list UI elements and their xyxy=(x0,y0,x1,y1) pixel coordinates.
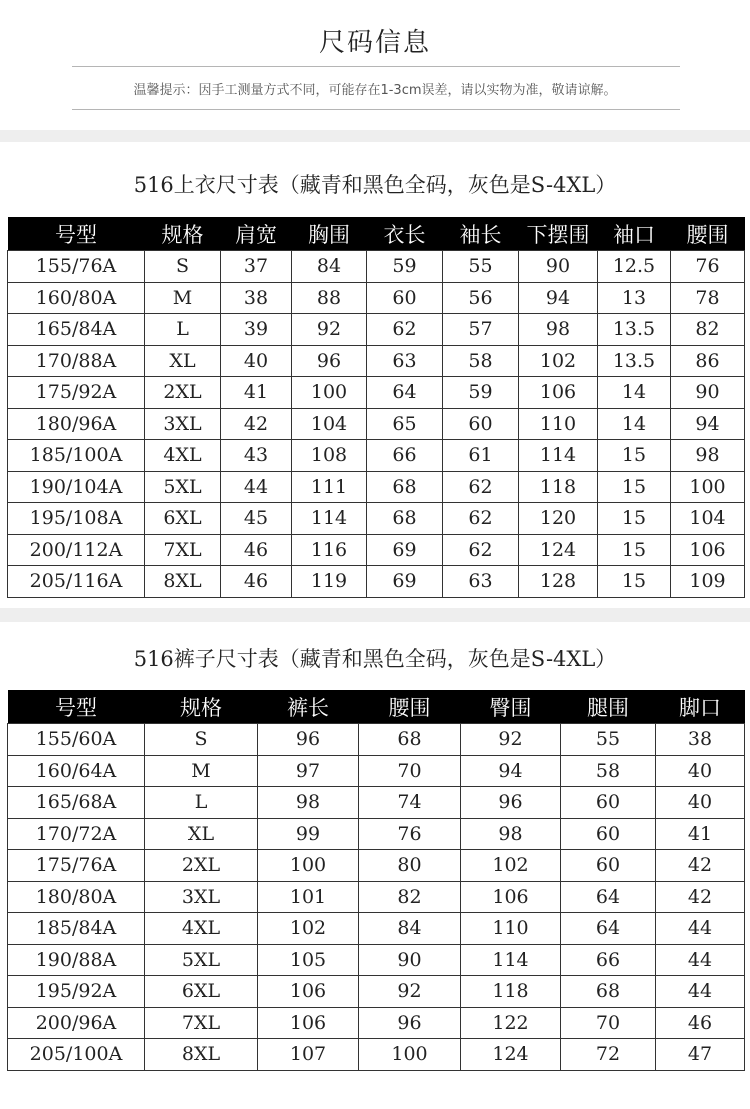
table-cell: 62 xyxy=(443,534,519,566)
top-table-body xyxy=(8,251,745,598)
table-cell: 65 xyxy=(367,408,443,440)
table-cell: 100 xyxy=(292,377,367,409)
table-cell: 118 xyxy=(519,471,598,503)
bottom-table-header-row xyxy=(8,690,745,724)
table-cell: L xyxy=(145,787,258,819)
table-cell: 94 xyxy=(671,408,745,440)
table-row xyxy=(8,440,745,472)
table-cell: 98 xyxy=(258,787,359,819)
table-cell: 170/88A xyxy=(8,345,145,377)
table-cell: 92 xyxy=(359,976,461,1008)
table-row xyxy=(8,408,745,440)
table-cell: 55 xyxy=(443,251,519,283)
table-cell: 12.5 xyxy=(598,251,671,283)
table-cell: 175/92A xyxy=(8,377,145,409)
table-cell: 82 xyxy=(359,881,461,913)
column-header: 下摆围 xyxy=(519,217,598,251)
table-cell: 45 xyxy=(221,503,292,535)
table-row xyxy=(8,724,745,756)
table-cell: 185/84A xyxy=(8,913,145,945)
table-row xyxy=(8,314,745,346)
column-header: 裤长 xyxy=(258,690,359,724)
column-header: 衣长 xyxy=(367,217,443,251)
table-row xyxy=(8,818,745,850)
table-cell: 165/84A xyxy=(8,314,145,346)
table-cell: 116 xyxy=(292,534,367,566)
table-cell: 106 xyxy=(519,377,598,409)
table-cell: 14 xyxy=(598,408,671,440)
table-cell: 160/64A xyxy=(8,755,145,787)
table-cell: 5XL xyxy=(145,471,221,503)
table-cell: 122 xyxy=(461,1007,561,1039)
table-cell: 82 xyxy=(671,314,745,346)
column-header: 胸围 xyxy=(292,217,367,251)
divider-top xyxy=(72,66,680,67)
table-cell: 92 xyxy=(461,724,561,756)
table-cell: 98 xyxy=(671,440,745,472)
table-cell: 62 xyxy=(443,471,519,503)
table-cell: 62 xyxy=(443,503,519,535)
table-cell: 66 xyxy=(561,944,656,976)
table-cell: 114 xyxy=(292,503,367,535)
table-cell: 60 xyxy=(367,282,443,314)
table-cell: 68 xyxy=(367,503,443,535)
table-row xyxy=(8,251,745,283)
table-cell: 38 xyxy=(656,724,745,756)
top-size-table xyxy=(7,217,745,598)
table-cell: 44 xyxy=(656,944,745,976)
table-row xyxy=(8,1007,745,1039)
table-cell: 98 xyxy=(461,818,561,850)
table-cell: 60 xyxy=(561,787,656,819)
table-cell: 170/72A xyxy=(8,818,145,850)
table-cell: 114 xyxy=(461,944,561,976)
column-header: 腰围 xyxy=(359,690,461,724)
table-cell: 105 xyxy=(258,944,359,976)
table-cell: 63 xyxy=(367,345,443,377)
table-cell: 7XL xyxy=(145,534,221,566)
table-cell: S xyxy=(145,724,258,756)
table-cell: 69 xyxy=(367,534,443,566)
table-row xyxy=(8,566,745,598)
table-cell: 180/80A xyxy=(8,881,145,913)
table-cell: 70 xyxy=(561,1007,656,1039)
bottom-table-title: 516裤子尺寸表（藏青和黑色全码，灰色是S-4XL） xyxy=(133,647,617,671)
table-cell: 5XL xyxy=(145,944,258,976)
table-cell: 124 xyxy=(461,1039,561,1071)
table-cell: 58 xyxy=(561,755,656,787)
table-cell: S xyxy=(145,251,221,283)
table-cell: XL xyxy=(145,818,258,850)
page-title: 尺码信息 xyxy=(318,28,431,58)
bottom-table-body xyxy=(8,724,745,1071)
table-cell: 88 xyxy=(292,282,367,314)
table-cell: 44 xyxy=(221,471,292,503)
table-cell: 185/100A xyxy=(8,440,145,472)
table-cell: 43 xyxy=(221,440,292,472)
table-row xyxy=(8,944,745,976)
table-cell: 200/112A xyxy=(8,534,145,566)
table-cell: 2XL xyxy=(145,377,221,409)
table-cell: 76 xyxy=(359,818,461,850)
table-cell: 60 xyxy=(561,850,656,882)
table-cell: 92 xyxy=(292,314,367,346)
top-table-header-row xyxy=(8,217,745,251)
table-row xyxy=(8,787,745,819)
table-cell: 58 xyxy=(443,345,519,377)
table-cell: 68 xyxy=(367,471,443,503)
table-cell: 15 xyxy=(598,503,671,535)
table-cell: 104 xyxy=(292,408,367,440)
table-row xyxy=(8,534,745,566)
table-row xyxy=(8,345,745,377)
table-cell: 195/108A xyxy=(8,503,145,535)
table-cell: 111 xyxy=(292,471,367,503)
table-cell: 205/116A xyxy=(8,566,145,598)
table-cell: 14 xyxy=(598,377,671,409)
table-cell: 108 xyxy=(292,440,367,472)
column-header: 袖长 xyxy=(443,217,519,251)
table-row xyxy=(8,282,745,314)
table-cell: 84 xyxy=(292,251,367,283)
table-row xyxy=(8,850,745,882)
table-cell: 102 xyxy=(461,850,561,882)
bottom-size-table xyxy=(7,690,745,1071)
table-cell: 42 xyxy=(656,850,745,882)
table-cell: 195/92A xyxy=(8,976,145,1008)
column-header: 腰围 xyxy=(671,217,745,251)
table-cell: 64 xyxy=(367,377,443,409)
table-cell: 124 xyxy=(519,534,598,566)
divider-bottom xyxy=(72,109,680,110)
table-row xyxy=(8,755,745,787)
table-cell: 96 xyxy=(258,724,359,756)
table-cell: 106 xyxy=(258,976,359,1008)
table-cell: 42 xyxy=(656,881,745,913)
table-cell: 66 xyxy=(367,440,443,472)
table-cell: 61 xyxy=(443,440,519,472)
table-cell: 59 xyxy=(367,251,443,283)
table-cell: 190/104A xyxy=(8,471,145,503)
table-cell: 46 xyxy=(656,1007,745,1039)
table-cell: 155/60A xyxy=(8,724,145,756)
table-cell: 44 xyxy=(656,976,745,1008)
table-cell: 3XL xyxy=(145,408,221,440)
table-cell: 175/76A xyxy=(8,850,145,882)
section-separator xyxy=(0,608,750,622)
table-cell: 37 xyxy=(221,251,292,283)
table-row xyxy=(8,471,745,503)
table-cell: 3XL xyxy=(145,881,258,913)
table-cell: 90 xyxy=(671,377,745,409)
table-cell: 80 xyxy=(359,850,461,882)
table-cell: 72 xyxy=(561,1039,656,1071)
table-row xyxy=(8,913,745,945)
table-cell: 110 xyxy=(519,408,598,440)
table-cell: 200/96A xyxy=(8,1007,145,1039)
column-header: 规格 xyxy=(145,690,258,724)
table-cell: 68 xyxy=(561,976,656,1008)
measurement-hint: 温馨提示：因手工测量方式不同，可能存在1-3cm误差，请以实物为准，敬请谅解。 xyxy=(133,83,617,98)
table-cell: 106 xyxy=(258,1007,359,1039)
table-cell: 68 xyxy=(359,724,461,756)
table-cell: 55 xyxy=(561,724,656,756)
table-row xyxy=(8,503,745,535)
table-cell: 13 xyxy=(598,282,671,314)
table-cell: 57 xyxy=(443,314,519,346)
table-cell: 101 xyxy=(258,881,359,913)
table-cell: 94 xyxy=(461,755,561,787)
table-cell: 165/68A xyxy=(8,787,145,819)
table-cell: 128 xyxy=(519,566,598,598)
table-cell: 100 xyxy=(671,471,745,503)
table-cell: 44 xyxy=(656,913,745,945)
table-cell: 107 xyxy=(258,1039,359,1071)
table-cell: 109 xyxy=(671,566,745,598)
table-cell: 8XL xyxy=(145,1039,258,1071)
column-header: 臀围 xyxy=(461,690,561,724)
table-cell: 110 xyxy=(461,913,561,945)
table-cell: 46 xyxy=(221,566,292,598)
table-cell: 96 xyxy=(359,1007,461,1039)
table-cell: 102 xyxy=(519,345,598,377)
table-cell: 4XL xyxy=(145,913,258,945)
table-cell: 155/76A xyxy=(8,251,145,283)
table-cell: 56 xyxy=(443,282,519,314)
table-cell: 180/96A xyxy=(8,408,145,440)
table-cell: 70 xyxy=(359,755,461,787)
table-cell: 100 xyxy=(359,1039,461,1071)
table-cell: 41 xyxy=(656,818,745,850)
table-cell: 97 xyxy=(258,755,359,787)
table-cell: 114 xyxy=(519,440,598,472)
table-cell: 46 xyxy=(221,534,292,566)
table-cell: 8XL xyxy=(145,566,221,598)
table-cell: 15 xyxy=(598,534,671,566)
table-cell: 63 xyxy=(443,566,519,598)
table-cell: 59 xyxy=(443,377,519,409)
table-row xyxy=(8,377,745,409)
table-cell: 84 xyxy=(359,913,461,945)
table-cell: 190/88A xyxy=(8,944,145,976)
table-cell: 106 xyxy=(461,881,561,913)
table-cell: 39 xyxy=(221,314,292,346)
table-cell: 15 xyxy=(598,440,671,472)
table-cell: 40 xyxy=(221,345,292,377)
table-cell: 7XL xyxy=(145,1007,258,1039)
table-cell: XL xyxy=(145,345,221,377)
table-cell: 40 xyxy=(656,787,745,819)
table-cell: 86 xyxy=(671,345,745,377)
table-cell: 120 xyxy=(519,503,598,535)
table-cell: 4XL xyxy=(145,440,221,472)
table-row xyxy=(8,976,745,1008)
column-header: 袖口 xyxy=(598,217,671,251)
table-cell: 78 xyxy=(671,282,745,314)
table-cell: 15 xyxy=(598,471,671,503)
table-cell: 40 xyxy=(656,755,745,787)
table-cell: 38 xyxy=(221,282,292,314)
table-cell: 96 xyxy=(292,345,367,377)
table-row xyxy=(8,881,745,913)
table-cell: 104 xyxy=(671,503,745,535)
table-cell: 76 xyxy=(671,251,745,283)
column-header: 脚口 xyxy=(656,690,745,724)
table-cell: 6XL xyxy=(145,976,258,1008)
table-cell: 47 xyxy=(656,1039,745,1071)
table-cell: 41 xyxy=(221,377,292,409)
table-cell: 90 xyxy=(359,944,461,976)
column-header: 肩宽 xyxy=(221,217,292,251)
table-cell: 99 xyxy=(258,818,359,850)
table-cell: 205/100A xyxy=(8,1039,145,1071)
table-cell: 100 xyxy=(258,850,359,882)
column-header: 号型 xyxy=(8,217,145,251)
top-table-title: 516上衣尺寸表（藏青和黑色全码，灰色是S-4XL） xyxy=(133,173,617,197)
column-header: 腿围 xyxy=(561,690,656,724)
table-cell: 64 xyxy=(561,881,656,913)
table-cell: 160/80A xyxy=(8,282,145,314)
table-cell: 15 xyxy=(598,566,671,598)
section-separator xyxy=(0,130,750,142)
table-cell: 62 xyxy=(367,314,443,346)
table-row xyxy=(8,1039,745,1071)
table-cell: 69 xyxy=(367,566,443,598)
table-cell: 2XL xyxy=(145,850,258,882)
table-cell: 60 xyxy=(561,818,656,850)
table-cell: 119 xyxy=(292,566,367,598)
table-cell: 13.5 xyxy=(598,314,671,346)
table-cell: 98 xyxy=(519,314,598,346)
table-cell: 6XL xyxy=(145,503,221,535)
table-cell: 90 xyxy=(519,251,598,283)
table-cell: 118 xyxy=(461,976,561,1008)
table-cell: 102 xyxy=(258,913,359,945)
table-cell: 60 xyxy=(443,408,519,440)
table-cell: 13.5 xyxy=(598,345,671,377)
column-header: 号型 xyxy=(8,690,145,724)
table-cell: 74 xyxy=(359,787,461,819)
table-cell: 42 xyxy=(221,408,292,440)
table-cell: 96 xyxy=(461,787,561,819)
table-cell: 106 xyxy=(671,534,745,566)
table-cell: M xyxy=(145,282,221,314)
table-cell: 64 xyxy=(561,913,656,945)
table-cell: 94 xyxy=(519,282,598,314)
column-header: 规格 xyxy=(145,217,221,251)
table-cell: M xyxy=(145,755,258,787)
table-cell: L xyxy=(145,314,221,346)
